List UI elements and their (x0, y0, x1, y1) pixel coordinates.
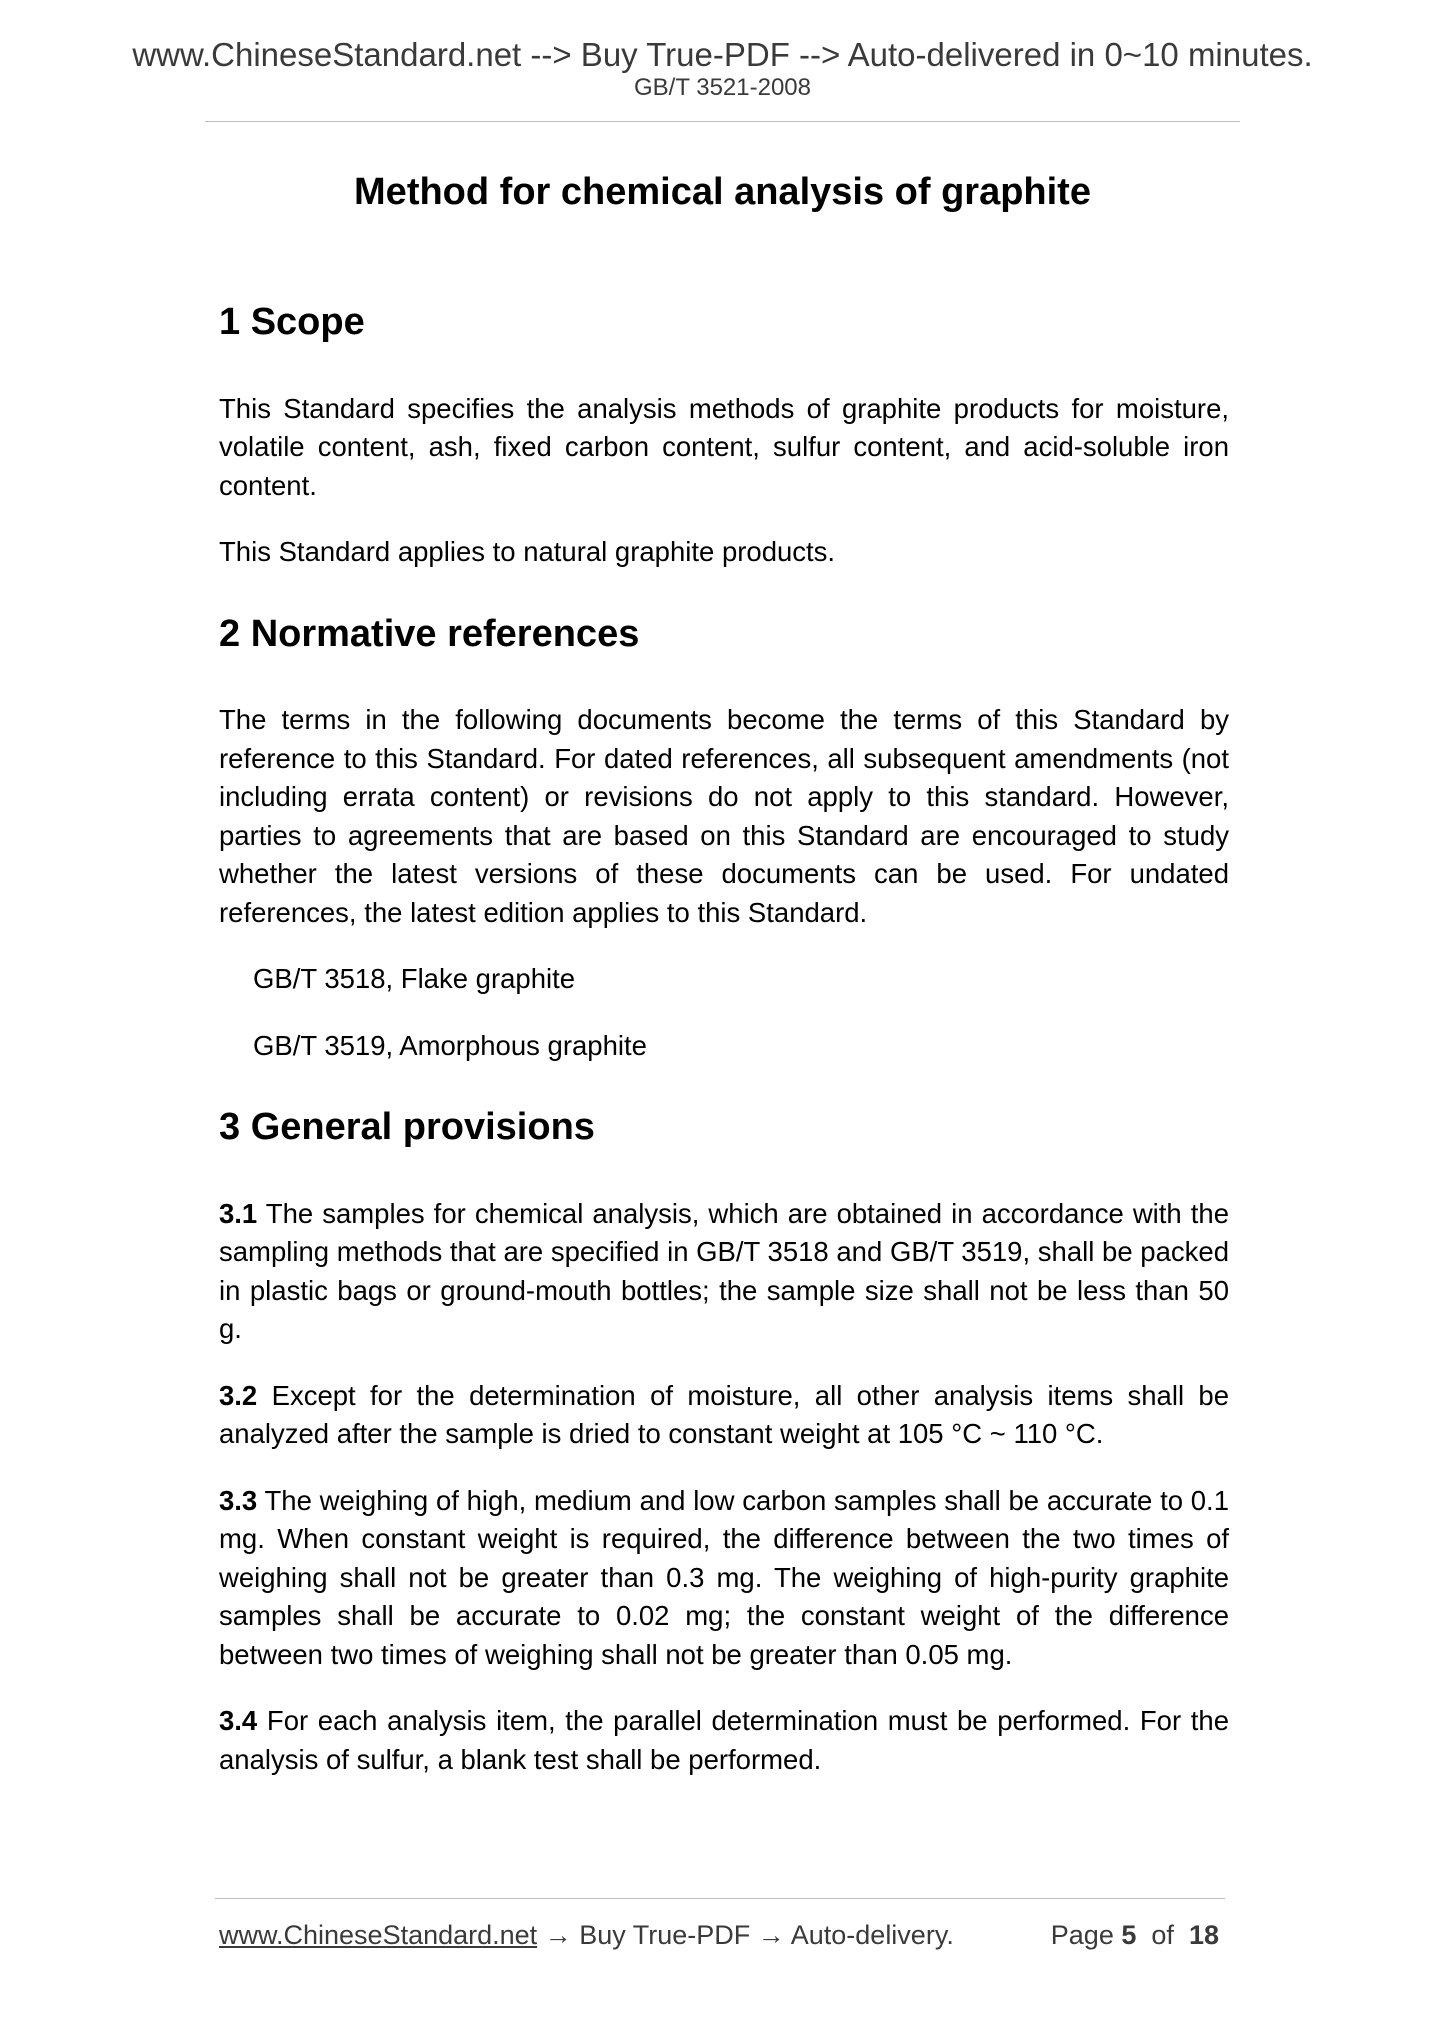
clause-number: 3.3 (219, 1484, 258, 1516)
document-body (219, 300, 1229, 1807)
clause-3-1 (219, 1195, 1229, 1349)
page-total: 18 (1188, 1920, 1219, 1950)
clause-text: The samples for chemical analysis, which are obtained in accordance with the sampling methods that are specified in GB/T 3518 and GB/T 3519, shall be packed in plastic bags or ground-mouth bottles; the sample size shall not be less than 50 g. (219, 1197, 1229, 1345)
clause-3-3 (219, 1482, 1229, 1675)
footer-divider (215, 1898, 1225, 1899)
scope-paragraph-1: This Standard specifies the analysis methods of graphite products for moisture, volatile content, ash, fixed carbon content, sulfur content, and acid-soluble iron content. (219, 392, 1229, 501)
reference-item: GB/T 3519, Amorphous graphite (253, 1029, 647, 1061)
footer-tagline: → Buy True-PDF → Auto-delivery. (537, 1920, 954, 1950)
footer-site-link[interactable]: www.ChineseStandard.net (219, 1920, 538, 1950)
header-divider (205, 121, 1240, 122)
clause-3-2 (219, 1377, 1229, 1454)
document-title: Method for chemical analysis of graphite (354, 171, 1091, 213)
page-of-label: of (1151, 1920, 1174, 1950)
clause-text: Except for the determination of moisture, all other analysis items shall be analyzed after the sample is dried to constant weight at 105 °C ~ 110 °C. (219, 1379, 1230, 1450)
section-heading-normative-references: 2 Normative references (219, 612, 640, 655)
clause-number: 3.1 (219, 1197, 258, 1229)
header-banner: www.ChineseStandard.net --> Buy True-PDF --> Auto-delivered in 0~10 minutes. (132, 36, 1313, 73)
clause-text: The weighing of high, medium and low carbon samples shall be accurate to 0.1 mg. When constant weight is required, the difference between the two times of weighing shall not be greater than 0.3 mg. The weighing of high-purity graphite samples shall be accurate to 0.02 mg; the constant weight of the difference between two times of weighing shall not be greater than 0.05 mg. (219, 1484, 1229, 1670)
clause-3-4 (219, 1702, 1229, 1779)
section-heading-scope: 1 Scope (219, 301, 365, 343)
clause-number: 3.2 (219, 1379, 258, 1411)
page-indicator (1051, 1919, 1219, 1951)
page-current: 5 (1121, 1920, 1137, 1950)
document-number: GB/T 3521-2008 (633, 74, 811, 101)
clause-number: 3.4 (219, 1705, 258, 1737)
section-heading-general-provisions: 3 General provisions (219, 1106, 595, 1149)
clause-text: For each analysis item, the parallel determination must be performed. For the analysis of sulfur, a blank test shall be performed. (219, 1705, 1229, 1775)
reference-item: GB/T 3518, Flake graphite (253, 963, 576, 995)
normative-paragraph: The terms in the following documents become the terms of this Standard by reference to this Standard. For dated references, all subsequent amendments (not including errata content) or revisions do not apply to this standard. However, parties to agreements that are based on this Standard are encouraged to study whether the latest versions of these documents can be used. For undated references, the latest edition applies to this Standard. (219, 704, 1229, 928)
scope-paragraph-2: This Standard applies to natural graphite products. (219, 536, 836, 568)
page-label: Page (1050, 1920, 1114, 1950)
page-footer (219, 1919, 1219, 1951)
